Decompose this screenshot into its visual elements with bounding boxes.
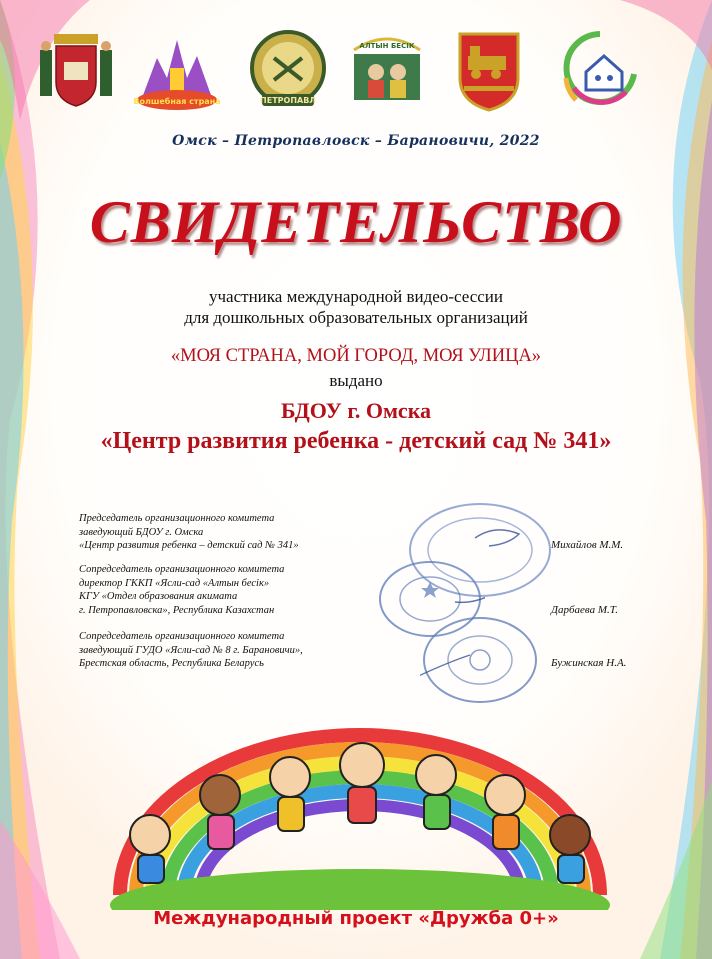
issued-line: выдано [329, 371, 383, 390]
family-house-logo-icon [554, 28, 646, 112]
place-date: Омск – Петропавловск – Барановичи, 2022 [172, 133, 540, 149]
signature-role-line: директор ГККП «Ясли-сад «Алтын бесік» [79, 577, 270, 589]
rainbow-children-illustration [100, 695, 620, 910]
audience-line: для дошкольных образовательных организаций [184, 308, 528, 327]
svg-text:АЛТЫН БЕСІК: АЛТЫН БЕСІК [359, 42, 415, 50]
signatory-name: Дарбаева М.Т. [551, 603, 618, 616]
signature-role-line: Сопредседатель организационного комитета [79, 631, 285, 642]
signature-block-cochair-kz [79, 563, 679, 617]
signatory-name: Михайлов М.М. [551, 539, 624, 551]
project-footer: Международный проект «Дружба 0+» [153, 908, 559, 929]
volshebnaya-strana-logo-icon [132, 28, 222, 112]
certificate-title: СВИДЕТЕЛЬСТВО [89, 189, 623, 255]
signature-role-line: Сопредседатель организационного комитета [79, 564, 285, 575]
signature-role-line: «Центр развития ребенка – детский сад № 341» [79, 540, 299, 551]
signatory-name: Бужинская Н.А. [551, 657, 627, 669]
child-figure [550, 815, 590, 883]
svg-text:Волшебная страна: Волшебная страна [133, 97, 221, 106]
signature-role-line: г. Петропавловска», Республика Казахстан [79, 604, 275, 616]
signature-block-chair [79, 512, 679, 553]
baranovichi-coat-of-arms-icon [454, 28, 524, 112]
signature-role-line: Председатель организационного комитета [79, 513, 275, 524]
altyn-besik-logo-icon [348, 28, 426, 112]
omsk-coat-of-arms-icon [36, 28, 116, 112]
signature-role-line: Брестская область, Республика Беларусь [79, 658, 264, 669]
petropavl-emblem-icon [246, 28, 330, 112]
session-theme: «МОЯ СТРАНА, МОЙ ГОРОД, МОЯ УЛИЦА» [170, 346, 542, 366]
organization-name-line1: БДОУ г. Омска [280, 398, 432, 423]
participant-line: участника международной видео-сессии [209, 287, 503, 306]
logos-row [36, 28, 676, 116]
signature-role-line: заведующий ГУДО «Ясли-сад № 8 г. Барановичи», [79, 644, 303, 656]
signature-role-line: КГУ «Отдел образования акимата [79, 591, 238, 602]
signature-block-cochair-by [79, 630, 679, 671]
svg-text:ПЕТРОПАВЛ: ПЕТРОПАВЛ [260, 96, 316, 105]
signature-role-line: заведующий БДОУ г. Омска [79, 526, 204, 538]
organization-name-line2: «Центр развития ребенка - детский сад № 341» [100, 428, 612, 454]
